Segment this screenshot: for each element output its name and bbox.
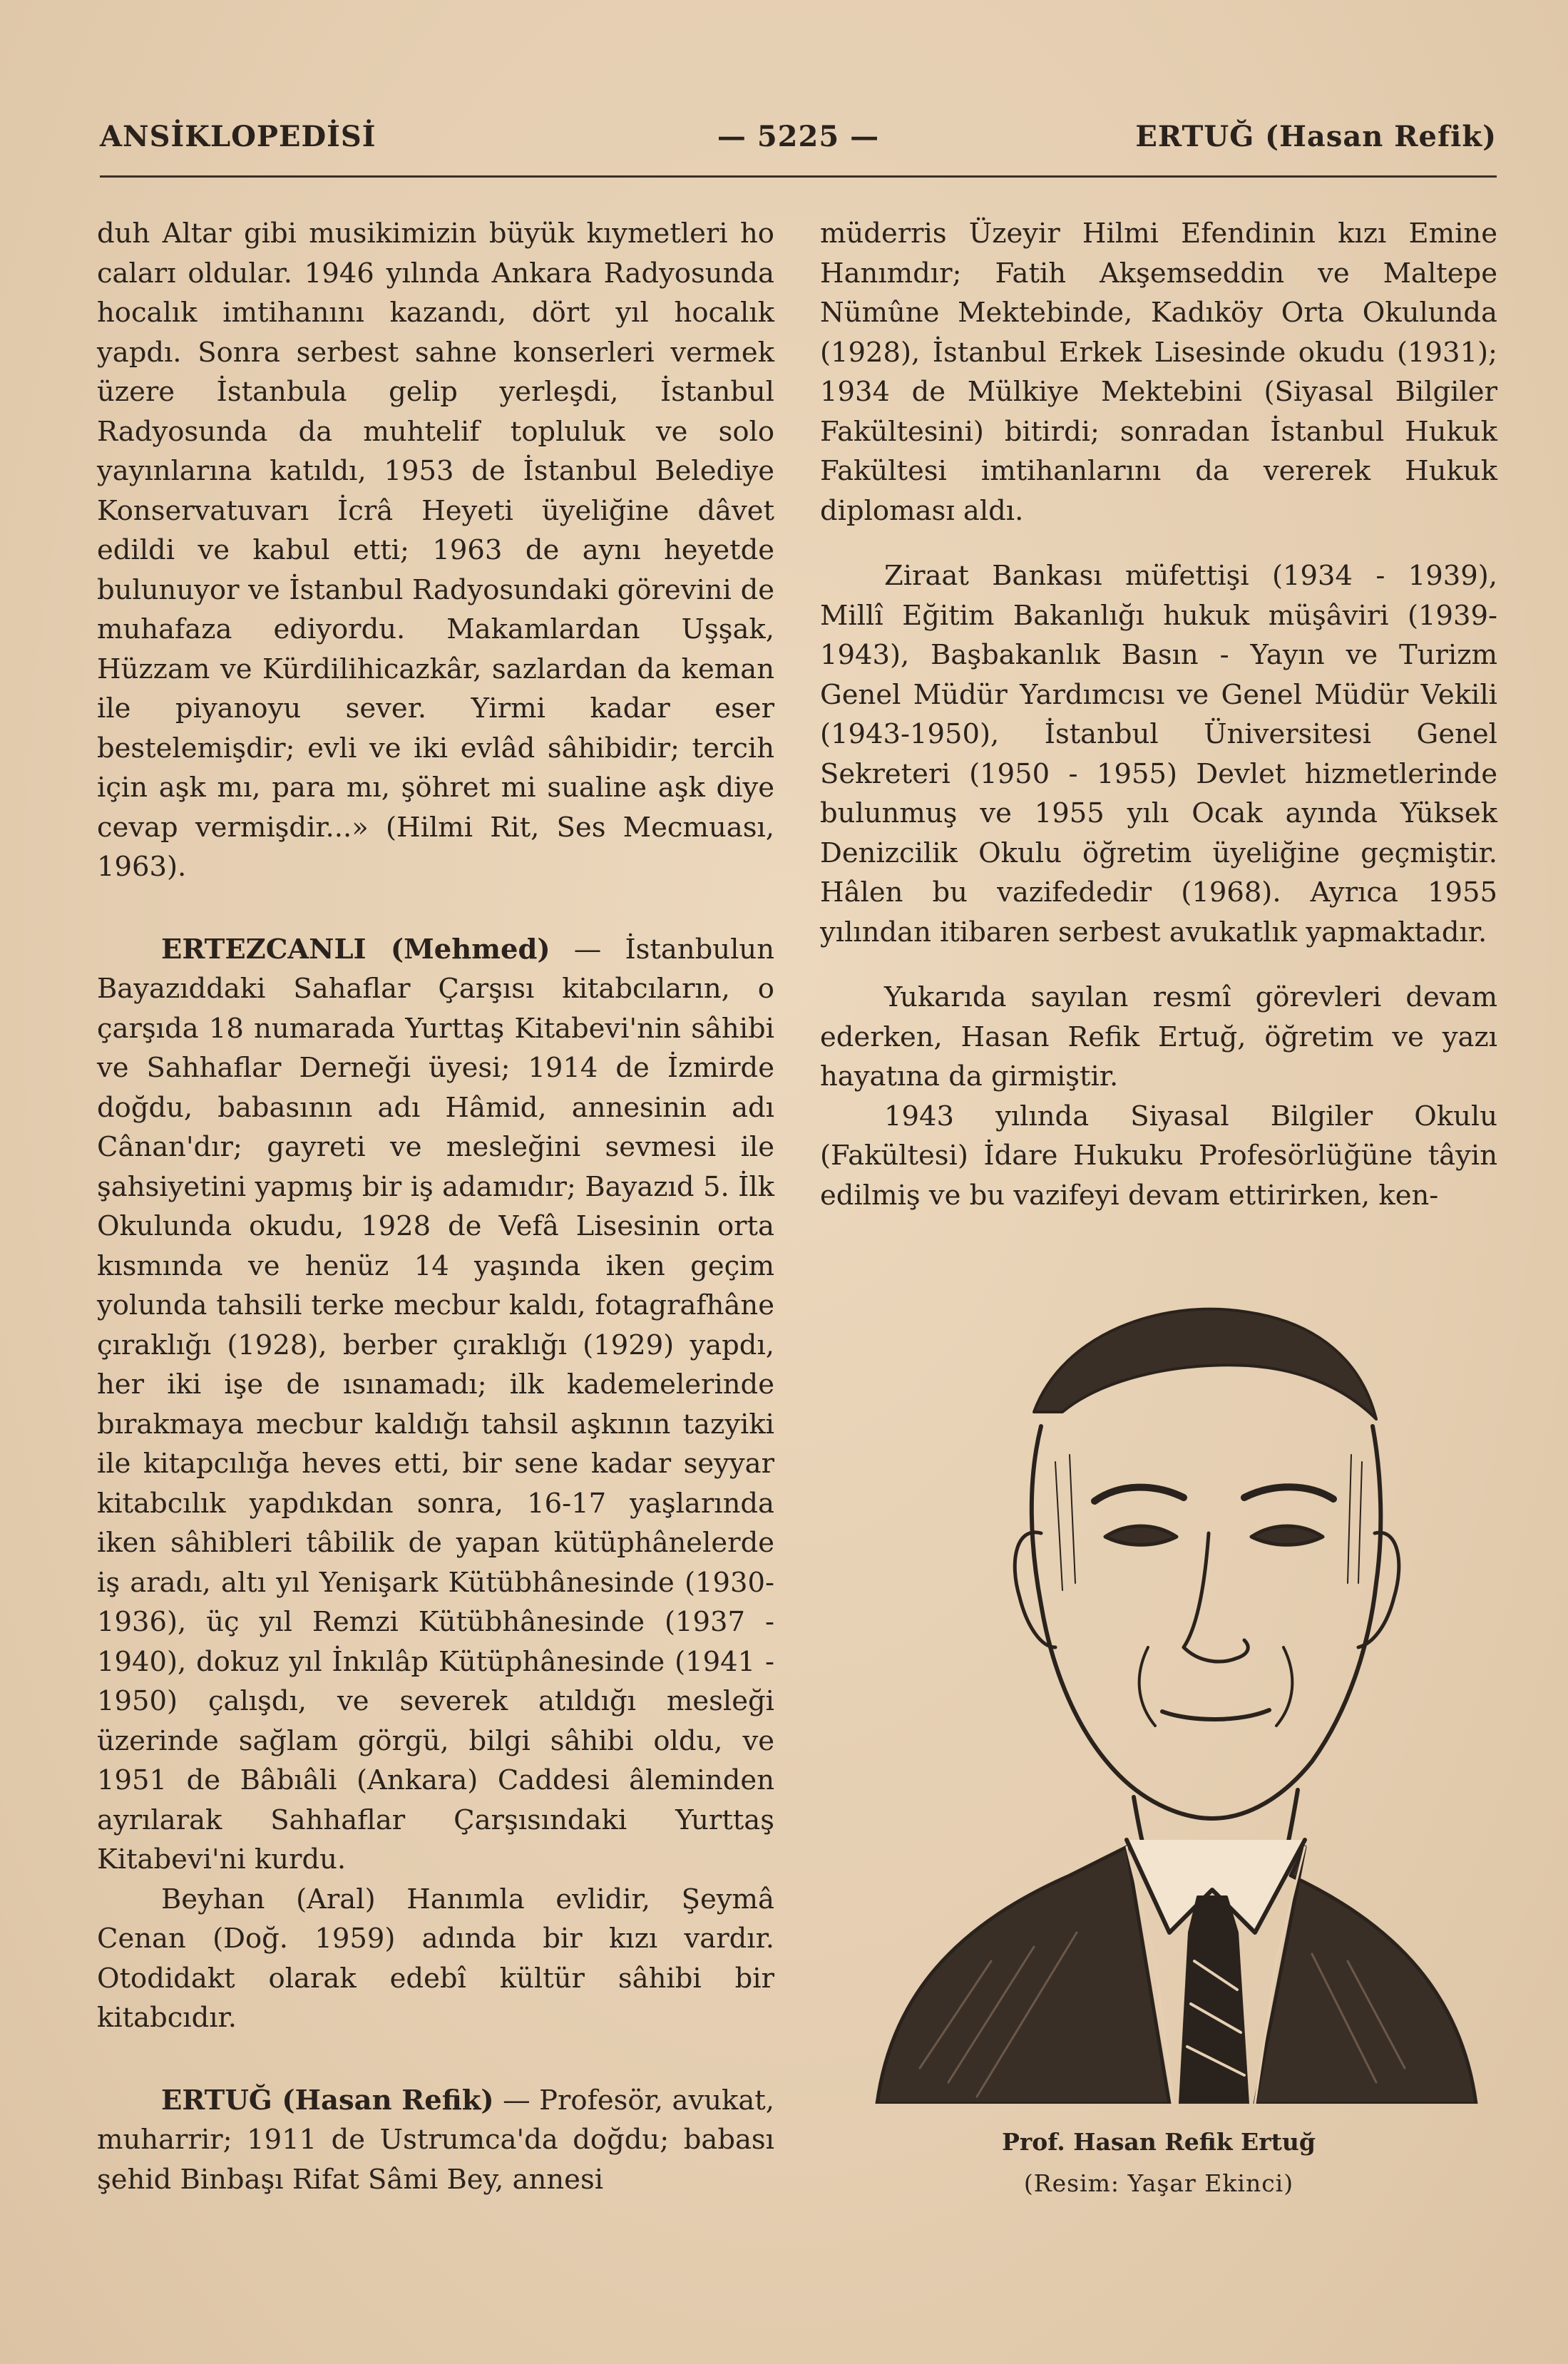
entry-ertug — [97, 2081, 774, 2200]
header-encyclopedia-title: ANSİKLOPEDİSİ — [100, 120, 376, 153]
paragraph: müderris Üzeyir Hilmi Efendinin kızı Emine Hanımdır; Fatih Akşemseddin ve Maltepe Nümûne Mektebinde, Kadıköy Orta Okulunda (1928), İstanbul Erkek Lisesinde okudu (1931); 1934 de Mülkiye Mektebini (Siyasal Bilgiler Fakültesini) bitirdi; sonradan İstanbul Hukuk Fakültesi imtihanlarını da vererek Hukuk diplomasɪ aldı. — [820, 218, 1497, 527]
portrait-caption: Prof. Hasan Refik Ertuğ — [1002, 2128, 1316, 2156]
entry-heading: ERTUĞ (Hasan Refik) — [161, 2084, 494, 2117]
paragraph: Yukarıda sayılan resmî görevleri devam ederken, Hasan Refik Ertuğ, öğretim ve yazı hayatına da girmiştir. — [820, 981, 1497, 1093]
page-header — [100, 120, 1497, 163]
paragraph: Ziraat Bankası müfettişi (1934 - 1939), Millî Eğitim Bakanlığı hukuk müşâviri (1939-1943), Başbakanlık Basın - Yayın ve Turizm Genel Müdür Yardımcısı ve Genel Müdür Vekili (1943-1950), İstanbul Üniversitesi Genel Sekreteri (1950 - 1955) Devlet hizmetlerinde bulunmuş ve 1955 yılı Ocak ayında Yüksek Denizcilik Okulu öğretim üyeliğine geçmiştir. Hâlen bu vazifededir (1968). Ayrıca 1955 yılından itibaren serbest avukatlık yapmaktadır. — [820, 560, 1497, 948]
page-number: — 5225 — — [717, 120, 880, 153]
entry-ertezcanli — [97, 930, 774, 1880]
portrait-credit: (Resim: Yaşar Ekinci) — [1023, 2169, 1294, 2197]
paragraph: duh Altar gibi musikimizin büyük kıymetleri ho calarɪ oldular. 1946 yılında Ankara Radyosunda hocalık imtihanını kazandı, dört yıl hocalık yapdı. Sonra serbest sahne konserleri vermek üzere İstanbula gelip yerleşdi, İstanbul Radyosunda da muhtelif topluluk ve solo yayınlarına katıldı, 1953 de İstanbul Belediye Konservatuvarı İcrâ Heyeti üyeliğine dâvet edildi ve kabul etti; 1963 de aynı heyetde bulunuyor ve İstanbul Radyosundaki görevini de muhafaza ediyordu. Makamlardan Uşşak, Hüzzam ve Kürdilihicazkâr, sazlardan da keman ile piyanoyu sever. Yirmi kadar eser bestelemişdir; evli ve iki evlâd sâhibidir; tercih için aşk mı, para mı, şöhret mi sualine aşk diye cevap vermişdir...» (Hilmi Rit, Ses Mecmuası, 1963). — [97, 218, 774, 883]
header-entry-name: ERTUĞ (Hasan Refik) — [1135, 120, 1497, 153]
portrait-illustration — [849, 1248, 1505, 2104]
entry-heading: ERTEZCANLI (Mehmed) — [161, 933, 550, 966]
paragraph: Beyhan (Aral) Hanımla evlidir, Şeymâ Cenan (Doğ. 1959) adında bir kızı vardır. Otodidakt olarak edebî kültür sâhibi bir kitabcıdır. — [97, 1883, 774, 2034]
paragraph: 1943 yılında Siyasal Bilgiler Okulu (Fakültesi) İdare Hukuku Profesörlüğüne tâyin edilmiş ve bu vazifeyi devam ettirirken, ken- — [820, 1100, 1497, 1212]
header-rule — [100, 175, 1497, 178]
entry-body: — Profesör, avukat, muharrir; 1911 de Ustrumca'da doğdu; babası şehid Binbaşı Rifat Sâmi Bey, annesi — [97, 2084, 774, 2196]
left-column — [97, 214, 774, 2199]
right-column — [820, 214, 1497, 1215]
entry-body: — İstanbulun Bayazıddaki Sahaflar Çarşısı kitabcıların, o çarşıda 18 numarada Yurttaş Kitabevi'nin sâhibi ve Sahhaflar Derneği üyesi; 1914 de İzmirde doğdu, babasının adı Hâmid, annesinin adı Cânan'dır; gayreti ve mesleğini sevmesi ile şahsiyetini yapmış bir iş adamıdır; Bayazıd 5. İlk Okulunda okudu, 1928 de Vefâ Lisesinin orta kısmında ve henüz 14 yaşında iken geçim yolunda tahsili terke mecbur kaldı, fotagrafhâne çıraklığı (1928), berber çıraklığı (1929) yapdı, her iki işe de ısınamadı; ilk kademelerinde bırakmaya mecbur kaldığı tahsil aşkının tazyiki ile kitapcılığa heves etti, bir sene kadar seyyar kitabcılık yapdıkdan sonra, 16-17 yaşlarında iken sâhibleri tâbilik de yapan kütüphânelerde iş aradı, altı yıl Yenişark Kütübhânesinde (1930-1936), üç yıl Remzi Kütübhânesinde (1937 - 1940), dokuz yıl İnkılâp Kütüphânesinde (1941 - 1950) çalışdı, ve severek atıldığı mesleği üzerinde sağlam görgü, bilgi sâhibi oldu, ve 1951 de Bâbıâli (Ankara) Caddesi âleminden ayrılarak Sahhaflar Çarşısındaki Yurttaş Kitabevi'ni kurdu. — [97, 933, 774, 1876]
